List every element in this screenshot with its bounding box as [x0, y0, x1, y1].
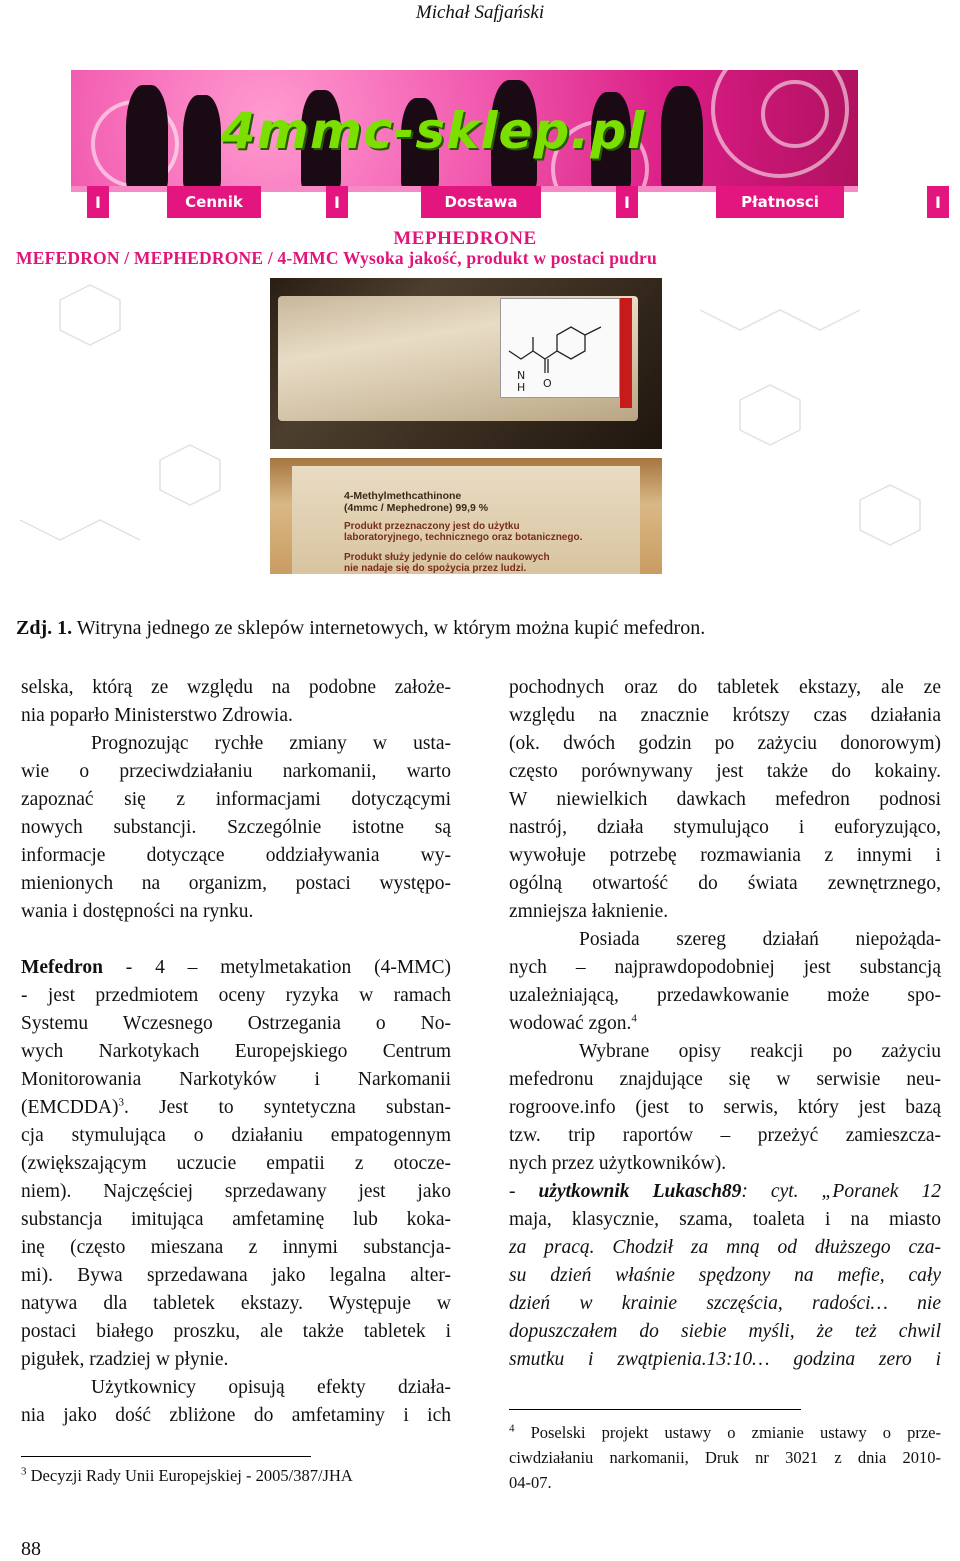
footnote-ref: 3 [118, 1096, 124, 1109]
text-line: względu na znacznie krótszy czas działania [509, 705, 941, 726]
text-line: selska, którą ze względu na podobne założe- [21, 677, 451, 698]
caption-text: Witryna jednego ze sklepów internetowych, w którym można kupić mefedron. [72, 617, 706, 639]
text-line: nych – najprawdopodobniej jest substancją [509, 957, 941, 978]
text-line: tzw. trip raportów – przeżyć zamieszcza- [509, 1125, 941, 1146]
footnote-number: 3 [21, 1465, 27, 1478]
text-line: Wybrane opisy reakcji po zażyciu [579, 1041, 941, 1062]
text-line [21, 1094, 451, 1122]
text-fragment: . Jest to syntetyczna substan- [124, 1097, 451, 1118]
svg-text:H: H [517, 381, 526, 394]
text-line: informacje dotyczące oddziaływania wy- [21, 845, 451, 866]
product-photo-powder [270, 278, 662, 449]
footnote-divider [21, 1456, 311, 1457]
text-line: postaci białego proszku, ale także tabletek i [21, 1321, 451, 1342]
text-line: nastrój, działa stymulująco i euforyzująco, [509, 817, 941, 838]
right-column [509, 674, 941, 1374]
text-line: dopuszczałem do siebie myśli, że też chwil [509, 1321, 941, 1342]
page-number: 88 [21, 1538, 41, 1560]
text-line: nia poparło Ministerstwo Zdrowia. [21, 705, 293, 726]
nav-dostawa[interactable]: Dostawa [421, 186, 541, 218]
text-line: wych Narkotykach Europejskiego Centrum [21, 1041, 451, 1062]
nav-separator: I [87, 186, 109, 218]
text-line: zmniejsza łaknienie. [509, 901, 669, 922]
text-line: wywołuje potrzebę rozmawiania z innymi i [509, 845, 941, 866]
shop-banner [71, 70, 858, 190]
product-photo-label [270, 458, 662, 574]
text-line: Monitorowania Narkotyków i Narkomanii [21, 1069, 451, 1090]
bag-label-line: laboratoryjnego, technicznego oraz botanicznego. [344, 532, 583, 543]
nav-separator: I [616, 186, 638, 218]
text-line: inę (często mieszana z innymi substancja- [21, 1237, 451, 1258]
text-line: Użytkownicy opisują efekty działa- [91, 1377, 451, 1398]
text-line: wie o przeciwdziałaniu narkomanii, warto [21, 761, 451, 782]
bag-label-line: (4mmc / Mephedrone) 99,9 % [344, 502, 489, 514]
text-line: mi). Bywa sprzedawana jako legalna alter- [21, 1265, 451, 1286]
text-line: Systemu Wczesnego Ostrzegania o No- [21, 1013, 451, 1034]
footnote-line: ciwdziałaniu narkomanii, Druk nr 3021 z dnia 2010- [509, 1448, 941, 1467]
text-line [21, 954, 451, 982]
text-line: substancja imitująca amfetaminę lub koka- [21, 1209, 451, 1230]
bag-label-line: Produkt przeznaczony jest do użytku [344, 521, 520, 532]
text-line: ogólną otwartość do świata zewnętrznego, [509, 873, 941, 894]
bag-label-line: 4-Methylmethcathinone [344, 490, 462, 502]
text-line: zapoznać się z informacjami dotyczącymi [21, 789, 451, 810]
nav-cennik[interactable]: Cennik [167, 186, 261, 218]
text-line: nych przez użytkowników). [509, 1153, 727, 1174]
text-line: maja, klasycznie, szama, toaleta i na miasto [509, 1209, 941, 1230]
site-title: 4mmc-sklep.pl [221, 102, 646, 160]
footnote-divider [509, 1409, 801, 1410]
mephedrone-structure-icon [501, 299, 619, 397]
footnote-number: 4 [509, 1422, 515, 1435]
text-line: (ok. dwóch godzin po zażyciu donorowym) [509, 733, 941, 754]
text-line: za pracą. Chodził za mną od dłuższego cza- [509, 1237, 941, 1258]
nav-separator: I [326, 186, 348, 218]
footnote-text: Decyzji Rady Unii Europejskiej - 2005/387/JHA [26, 1466, 353, 1485]
text-line: nia jako dość zbliżone do amfetaminy i ich [21, 1405, 451, 1426]
left-column [21, 674, 451, 1430]
bag-label-line: nie nadaje się do spożycia przez ludzi. [344, 563, 527, 574]
text-fragment: wodować zgon. [509, 1013, 632, 1034]
bag-label-line: Produkt służy jedynie do celów naukowych [344, 552, 550, 563]
text-line: Posiada szereg działań niepożąda- [579, 929, 941, 950]
caption-label: Zdj. 1. [16, 617, 73, 639]
quote-username: użytkownik Lukasch89 [538, 1181, 742, 1202]
footnote-text: Poselski projekt ustawy o zmianie ustawy o prze- [514, 1423, 941, 1442]
text-line: często porównywany jest także do kokainy. [509, 761, 941, 782]
text-line: uzależniającą, przedawkowanie może spo- [509, 985, 941, 1006]
text-line: Prognozując rychłe zmiany w usta- [91, 733, 451, 754]
text-line: wania i dostępności na rynku. [21, 901, 254, 922]
term-mefedron: Mefedron [21, 957, 103, 978]
text-line: (zwiększającym uczucie empatii z otocze- [21, 1153, 451, 1174]
product-heading: MEPHEDRONE [393, 228, 537, 249]
svg-text:O: O [543, 377, 552, 390]
text-fragment: - 4 – metylmetakation (4-MMC) [102, 957, 451, 978]
text-fragment: (EMCDDA) [21, 1097, 119, 1118]
footnote-3 [21, 1466, 353, 1486]
text-line: - jest przedmiotem oceny ryzyka w ramach [21, 985, 451, 1006]
text-line: pigułek, rzadziej w płynie. [21, 1349, 229, 1370]
nav-separator: I [927, 186, 949, 218]
footnote-line [509, 1420, 941, 1445]
shop-nav [71, 186, 951, 218]
footnote-4 [509, 1420, 941, 1495]
figure-caption [16, 617, 705, 640]
svg-text:N: N [517, 369, 526, 382]
text-line: smutku i zwątpienia.13:10… godzina zero i [509, 1349, 941, 1370]
footnote-ref: 4 [631, 1012, 637, 1025]
chemical-structure-label [500, 298, 620, 398]
text-line: su dzień właśnie spędzony na mefie, cały [509, 1265, 941, 1286]
nav-platnosci[interactable]: Płatnosci [716, 186, 844, 218]
text-fragment: : cyt. „Poranek 12 [741, 1181, 941, 1202]
text-line: cja stymulująca o działaniu empatogennym [21, 1125, 451, 1146]
text-line [509, 1010, 941, 1038]
running-header-author: Michał Safjański [415, 2, 545, 23]
text-line [509, 1178, 941, 1206]
footnote-line: 04-07. [509, 1473, 552, 1492]
text-line: dzień w krainie szczęścia, radości… nie [509, 1293, 941, 1314]
text-line: niem). Najczęściej sprzedawany jest jako [21, 1181, 451, 1202]
text-line: nowych substancji. Szczególnie istotne są [21, 817, 451, 838]
text-line: mefedronu znajdujące się w serwisie neu- [509, 1069, 941, 1090]
labelled-bag [292, 466, 640, 574]
text-line: rogroove.info (jest to serwis, który jest bazą [509, 1097, 941, 1118]
text-line: mienionych na organizm, postaci występo- [21, 873, 451, 894]
text-line: natywa dla tabletek ekstazy. Występuje w [21, 1293, 451, 1314]
text-line: W niewielkich dawkach mefedron podnosi [509, 789, 941, 810]
bag-seal-strip [620, 298, 632, 408]
text-fragment: - [509, 1181, 539, 1202]
product-subheading: MEFEDRON / MEPHEDRONE / 4-MMC Wysoka jakość, produkt w postaci pudru [16, 248, 657, 268]
text-line: pochodnych oraz do tabletek ekstazy, ale ze [509, 677, 941, 698]
